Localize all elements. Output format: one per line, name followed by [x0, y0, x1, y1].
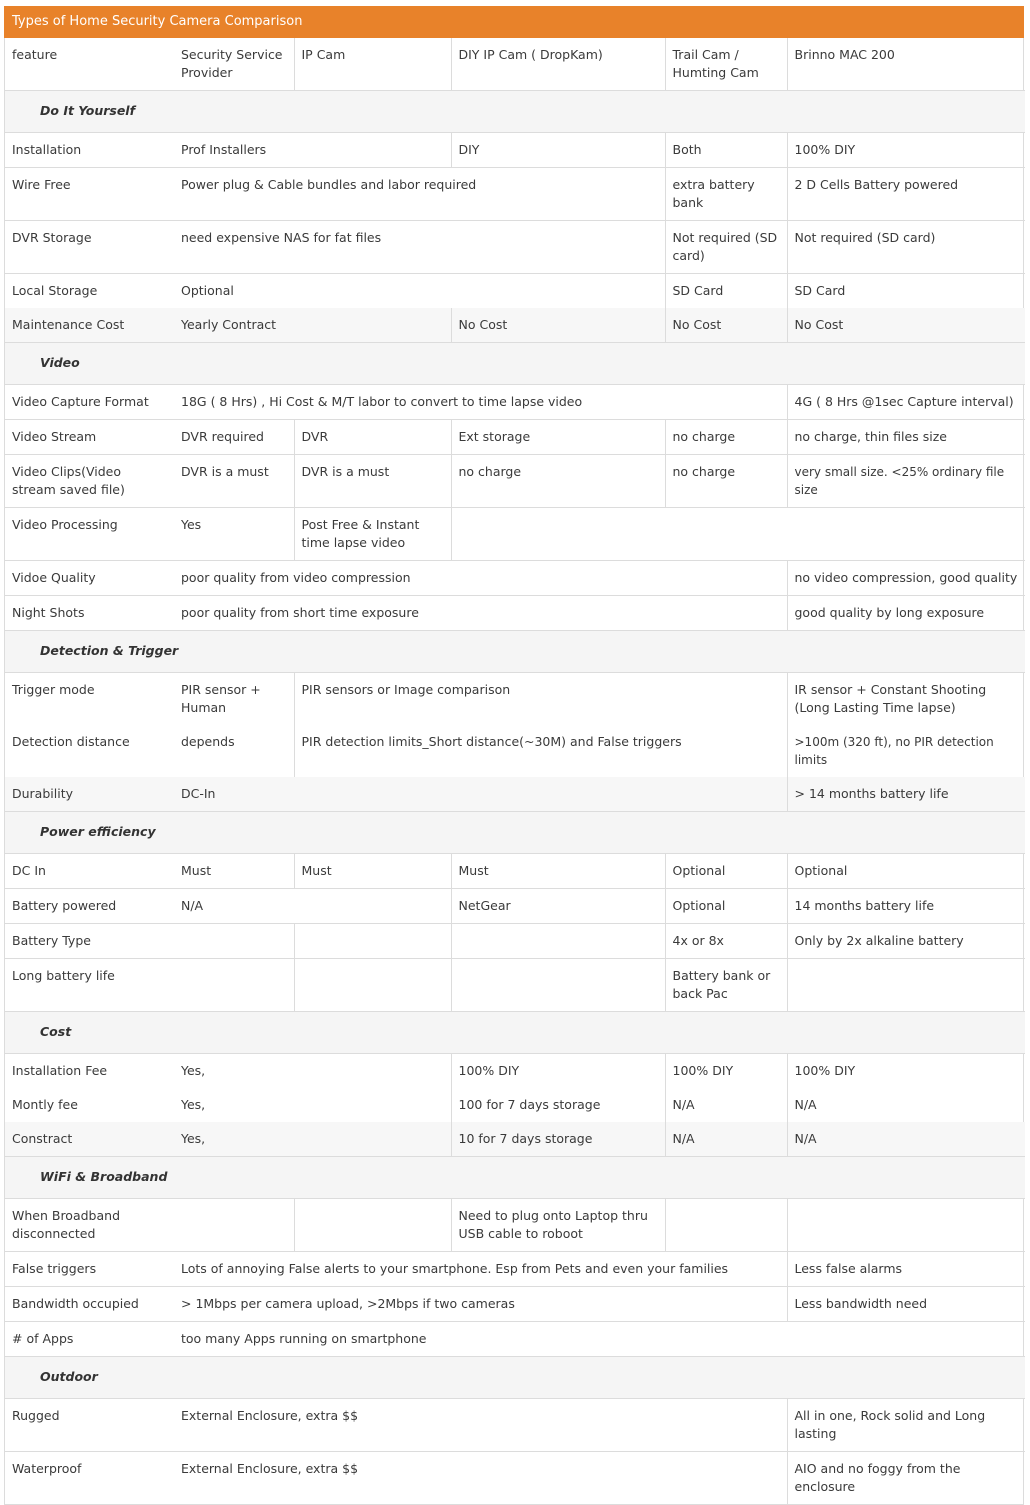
row-label: Bandwidth occupied [5, 1287, 174, 1322]
row-label: Video Clips(Video stream saved file) [5, 455, 174, 508]
header-trail-cam: Trail Cam / Humting Cam [665, 38, 787, 91]
cell: Must [294, 854, 451, 889]
table-row [5, 1088, 1025, 1122]
cell: Must [174, 854, 294, 889]
cell: Less bandwidth need [787, 1287, 1025, 1322]
row-label: Maintenance Cost [5, 308, 174, 343]
section-row [5, 631, 1025, 673]
table-row [5, 854, 1025, 889]
table-row [5, 561, 1025, 596]
cell: N/A [787, 1088, 1025, 1122]
row-label: Video Capture Format [5, 385, 174, 420]
cell [451, 508, 1025, 561]
cell: External Enclosure, extra $$ [174, 1452, 787, 1505]
cell: no charge [665, 455, 787, 508]
section-cost: Cost [5, 1012, 1025, 1054]
cell: AIO and no foggy from the enclosure [787, 1452, 1025, 1505]
cell: PIR detection limits_Short distance(~30M) and False triggers [294, 725, 787, 777]
cell: > 1Mbps per camera upload, >2Mbps if two cameras [174, 1287, 787, 1322]
cell: PIR sensors or Image comparison [294, 673, 787, 726]
cell: very small size. <25% ordinary file size [787, 455, 1025, 508]
cell: Optional [665, 889, 787, 924]
cell: Ext storage [451, 420, 665, 455]
cell: DVR is a must [294, 455, 451, 508]
table-row [5, 959, 1025, 1012]
section-detection-trigger: Detection & Trigger [5, 631, 1025, 673]
cell: Yes, [174, 1054, 451, 1089]
cell: poor quality from video compression [174, 561, 787, 596]
cell: Must [451, 854, 665, 889]
cell [294, 1199, 451, 1252]
row-label: # of Apps [5, 1322, 174, 1357]
row-label: Montly fee [12, 1097, 78, 1112]
cell: Yes [174, 508, 294, 561]
cell: 100% DIY [787, 133, 1025, 168]
row-label: Waterproof [5, 1452, 174, 1505]
row-label: Detection distance [12, 734, 130, 749]
cell: Not required (SD card) [665, 221, 787, 274]
table-row [5, 673, 1025, 726]
section-row [5, 91, 1025, 133]
row-label: Battery powered [5, 889, 174, 924]
cell: Optional [787, 854, 1025, 889]
cell: too many Apps running on smartphone [174, 1322, 1025, 1357]
table-row [5, 420, 1025, 455]
cell: N/A [665, 1088, 787, 1122]
table-header-row [5, 38, 1025, 91]
row-label: Wire Free [5, 168, 174, 221]
cell: Only by 2x alkaline battery [787, 924, 1025, 959]
cell: IR sensor + Constant Shooting (Long Lasting Time lapse) [787, 673, 1025, 726]
row-label: Installation [5, 133, 174, 168]
cell: extra battery bank [665, 168, 787, 221]
table-row [5, 133, 1025, 168]
cell [174, 1199, 294, 1252]
table-row [5, 1399, 1025, 1452]
row-label: DVR Storage [5, 221, 174, 274]
row-label: Installation Fee [5, 1054, 174, 1089]
section-do-it-yourself: Do It Yourself [5, 91, 1025, 133]
cell: no charge [665, 420, 787, 455]
section-row [5, 1357, 1025, 1399]
row-label: False triggers [5, 1252, 174, 1287]
row-label: Night Shots [5, 596, 174, 631]
cell: DVR is a must [174, 455, 294, 508]
cell: poor quality from short time exposure [174, 596, 787, 631]
header-ip-cam: IP Cam [294, 38, 451, 91]
cell: no charge [451, 455, 665, 508]
row-label: DC In [5, 854, 174, 889]
row-label: Durability [5, 777, 174, 812]
section-video: Video [5, 343, 1025, 385]
header-security-service-provider: Security Service Provider [181, 47, 283, 80]
section-row [5, 812, 1025, 854]
table-row [5, 596, 1025, 631]
cell: Post Free & Instant time lapse video [294, 508, 451, 561]
cell: Yearly Contract [174, 308, 451, 343]
cell: Optional [665, 854, 787, 889]
table-row [5, 274, 1025, 309]
row-label: Local Storage [5, 274, 174, 309]
section-outdoor: Outdoor [5, 1357, 1025, 1399]
cell: Optional [174, 274, 665, 309]
cell: External Enclosure, extra $$ [174, 1399, 787, 1452]
cell [665, 1199, 787, 1252]
row-label: Video Processing [5, 508, 174, 561]
row-label: Battery Type [5, 924, 174, 959]
row-label: Video Stream [5, 420, 174, 455]
cell: All in one, Rock solid and Long lasting [787, 1399, 1025, 1452]
cell: 4x or 8x [665, 924, 787, 959]
cell: 100 for 7 days storage [451, 1088, 665, 1122]
cell: Not required (SD card) [787, 221, 1025, 274]
row-label: Constract [5, 1122, 174, 1157]
cell: 100% DIY [451, 1054, 665, 1089]
cell: N/A [665, 1122, 787, 1157]
cell: depends [181, 734, 235, 749]
cell: Lots of annoying False alerts to your smartphone. Esp from Pets and even your families [174, 1252, 787, 1287]
section-row [5, 1012, 1025, 1054]
cell: 2 D Cells Battery powered [787, 168, 1025, 221]
table-row [5, 221, 1025, 274]
section-wifi-broadband: WiFi & Broadband [5, 1157, 1025, 1199]
cell [294, 924, 451, 959]
cell [174, 959, 294, 1012]
cell [451, 924, 665, 959]
cell: N/A [174, 889, 451, 924]
header-feature: feature [12, 47, 58, 62]
table-row [5, 1054, 1025, 1089]
cell: Battery bank or back Pac [665, 959, 787, 1012]
cell: 14 months battery life [787, 889, 1025, 924]
table-row [5, 1252, 1025, 1287]
cell [787, 959, 1025, 1012]
cell: Both [665, 133, 787, 168]
cell: Less false alarms [787, 1252, 1025, 1287]
cell: Need to plug onto Laptop thru USB cable to roboot [451, 1199, 665, 1252]
cell [294, 959, 451, 1012]
table-row [5, 1452, 1025, 1505]
table-row [5, 1199, 1025, 1252]
comparison-table-container [4, 6, 1024, 1505]
cell: Prof Installers [174, 133, 451, 168]
cell: Yes, [174, 1122, 451, 1157]
cell [451, 959, 665, 1012]
header-diy-ip-cam: DIY IP Cam ( DropKam) [451, 38, 665, 91]
row-label: When Broadband disconnected [5, 1199, 174, 1252]
cell: need expensive NAS for fat files [174, 221, 665, 274]
table-row [5, 508, 1025, 561]
cell: DC-In [174, 777, 787, 812]
cell: PIR sensor + Human [174, 673, 294, 726]
cell: 4G ( 8 Hrs @1sec Capture interval) [787, 385, 1025, 420]
cell: no charge, thin files size [787, 420, 1025, 455]
cell: 100% DIY [787, 1054, 1025, 1089]
cell: 100% DIY [665, 1054, 787, 1089]
cell: No Cost [451, 308, 665, 343]
cell: N/A [787, 1122, 1025, 1157]
cell: Power plug & Cable bundles and labor required [174, 168, 665, 221]
row-label: Rugged [5, 1399, 174, 1452]
row-label: Vidoe Quality [5, 561, 174, 596]
cell: no video compression, good quality [787, 561, 1025, 596]
cell [174, 924, 294, 959]
row-label: Long battery life [5, 959, 174, 1012]
cell: 10 for 7 days storage [451, 1122, 665, 1157]
header-brinno: Brinno MAC 200 [787, 38, 1025, 91]
table-row [5, 725, 1025, 777]
table-row [5, 889, 1025, 924]
cell: 18G ( 8 Hrs) , Hi Cost & M/T labor to convert to time lapse video [174, 385, 787, 420]
table-row [5, 455, 1025, 508]
cell: > 14 months battery life [787, 777, 1025, 812]
cell [787, 1199, 1025, 1252]
table-title: Types of Home Security Camera Comparison [4, 6, 1024, 38]
table-row [5, 385, 1025, 420]
cell: DVR [294, 420, 451, 455]
cell: DIY [451, 133, 665, 168]
comparison-table [5, 38, 1025, 1504]
section-row [5, 343, 1025, 385]
table-row [5, 1287, 1025, 1322]
cell: >100m (320 ft), no PIR detection limits [787, 725, 1025, 777]
cell: SD Card [787, 274, 1025, 309]
row-label: Trigger mode [5, 673, 174, 726]
cell: SD Card [665, 274, 787, 309]
cell: NetGear [451, 889, 665, 924]
table-row [5, 308, 1025, 343]
cell: No Cost [787, 308, 1025, 343]
cell: DVR required [174, 420, 294, 455]
cell: good quality by long exposure [787, 596, 1025, 631]
cell: Yes, [181, 1097, 206, 1112]
table-row [5, 924, 1025, 959]
cell: No Cost [665, 308, 787, 343]
table-row [5, 1122, 1025, 1157]
section-power-efficiency: Power efficiency [5, 812, 1025, 854]
section-row [5, 1157, 1025, 1199]
table-row [5, 777, 1025, 812]
table-row [5, 1322, 1025, 1357]
table-row [5, 168, 1025, 221]
